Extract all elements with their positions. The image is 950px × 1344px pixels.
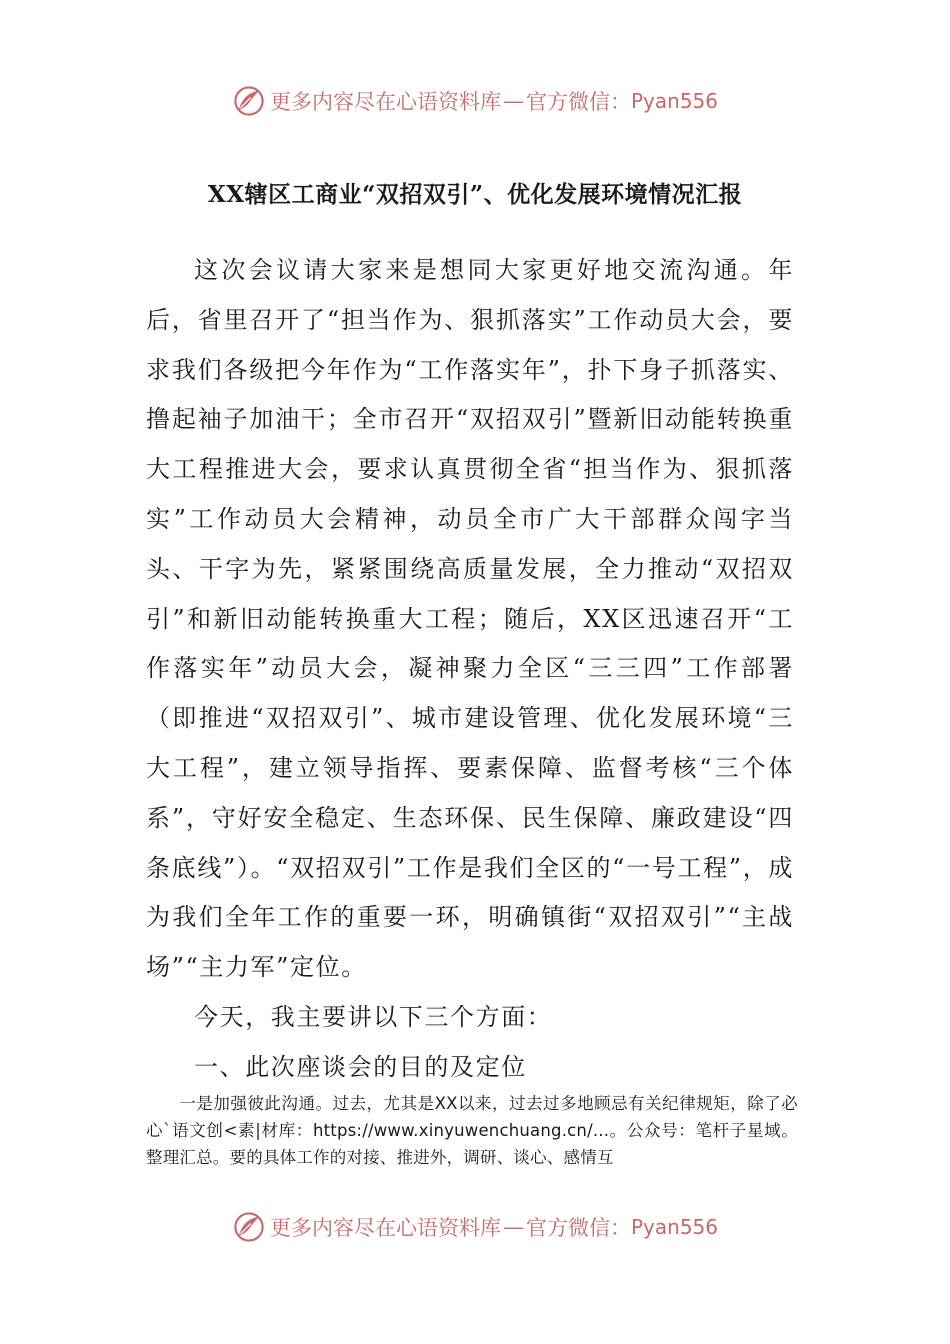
- watermark-handle: Pyan556: [630, 89, 718, 113]
- small-text-part: 。公众号：笔杆子星域。整理汇总。要的具体工作的对接、推进外，调研、谈心、感情互: [146, 1121, 798, 1167]
- pen-logo-icon: [232, 84, 266, 118]
- watermark-dash: —: [502, 89, 524, 113]
- paragraph: 今天，我主要讲以下三个方面：: [194, 1002, 553, 1031]
- small-text-part: 以来，过去过多地顾忌有关纪律规矩，除了必心`语文创<素|材库：: [146, 1094, 799, 1140]
- document-title: XX辖区工商业“双招双引”、优化发展环境情况汇报: [207, 181, 743, 208]
- small-text-xx: XX: [434, 1094, 458, 1113]
- watermark-handle: Pyan556: [630, 1215, 718, 1239]
- section-heading: 一、此次座谈会的目的及定位: [194, 1052, 527, 1081]
- watermark-text: 更多内容尽在心语资料库: [269, 90, 501, 114]
- header-watermark: [0, 84, 950, 118]
- footer-watermark: [0, 1210, 950, 1244]
- small-text-part: 一是加强彼此沟通。过去，尤其是: [179, 1094, 435, 1113]
- pen-logo-icon: [232, 1210, 266, 1244]
- watermark-text: 更多内容尽在心语资料库: [269, 1216, 501, 1240]
- source-url: https://www.xinyuwenchuang.cn/...: [312, 1121, 610, 1140]
- watermark-label: 官方微信：: [525, 1216, 631, 1240]
- watermark-dash: —: [502, 1215, 524, 1239]
- small-paragraph: [146, 1090, 798, 1171]
- watermark-label: 官方微信：: [525, 90, 631, 114]
- paragraph: 这次会议请大家来是想同大家更好地交流沟通。年后，省里召开了“担当作为、狠抓落实”工作动员大会，要求我们各级把今年作为“工作落实年”，扑下身子抓落实、撸起袖子加油干；全市召开“双招双引”暨新旧动能转换重大工程推进大会，要求认真贯彻全省“担当作为、狠抓落实”工作动员大会精神，动员全市广大干部群众闯字当头、干字为先，紧紧围绕高质量发展，全力推动“双招双引”和新旧动能转换重大工程；随后，XX区迅速召开“工作落实年”动员大会，凝神聚力全区“三三四”工作部署（即推进“双招双引”、城市建设管理、优化发展环境“三大工程”，建立领导指挥、要素保障、监督考核“三个体系”，守好安全稳定、生态环保、民生保障、廉政建设“四条底线”）。“双招双引”工作是我们全区的“一号工程”，成为我们全年工作的重要一环，明确镇街“双招双引”“主战场”“主力军”定位。: [146, 256, 794, 982]
- document-body: [146, 246, 794, 1093]
